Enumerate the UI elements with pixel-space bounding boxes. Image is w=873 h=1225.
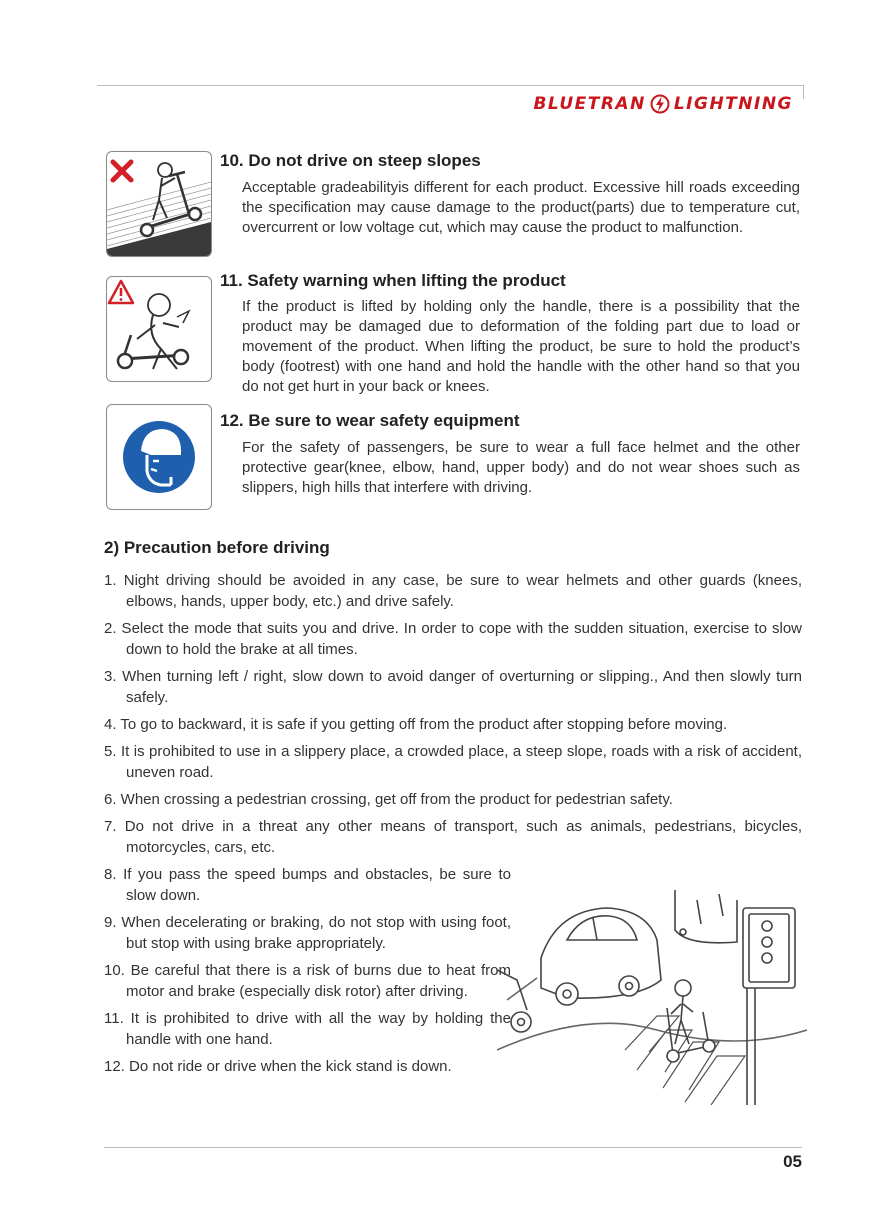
steep-slope-illustration [106, 151, 212, 257]
header-rule-tick [803, 85, 804, 99]
prohibited-slope-icon [107, 152, 211, 256]
header-rule [97, 85, 804, 86]
footer-rule [104, 1147, 802, 1148]
list-item: 10. Be careful that there is a risk of burns due to heat from motor and brake (especially disk rotor) after driving. [104, 962, 511, 1000]
list-item: 4. To go to backward, it is safe if you getting off from the product after stopping before moving. [104, 716, 728, 733]
list-item: 6. When crossing a pedestrian crossing, get off from the product for pedestrian safety. [104, 791, 673, 808]
lightning-bolt-icon [650, 94, 670, 114]
item-10-body: Acceptable gradeabilityis different for each product. Excessive hill roads exceeding the specification may cause damage to the product(parts) due to temperature cut, overcurrent or low voltage cut, which may cause the product to malfunction. [242, 179, 800, 236]
list-item: 5. It is prohibited to use in a slippery place, a crowded place, a steep slope, roads with a risk of accident, uneven road. [104, 743, 802, 781]
list-item: 7. Do not drive in a threat any other means of transport, such as animals, pedestrians, bicycles, motorcycles, cars, etc. [104, 818, 802, 856]
list-item: 12. Do not ride or drive when the kick stand is down. [104, 1058, 452, 1075]
brand-name-right: LIGHTNING [673, 94, 793, 114]
item-10-title: 10. Do not drive on steep slopes [220, 151, 481, 170]
warning-lifting-icon [107, 277, 211, 381]
item-12-title: 12. Be sure to wear safety equipment [220, 411, 520, 430]
street-scene-drawing [497, 880, 807, 1105]
page-number: 05 [783, 1152, 802, 1171]
brand-name-left: BLUETRAN [533, 94, 646, 114]
helmet-mandatory-icon [107, 405, 211, 509]
lifting-illustration [106, 276, 212, 382]
item-12-body: For the safety of passengers, be sure to wear a full face helmet and the other protective gear(knee, elbow, hand, upper body) and do not wear shoes such as slippers, high hills that interfere with driving. [242, 439, 800, 496]
item-11-body: If the product is lifted by holding only the handle, there is a possibility that the product may be damaged due to deformation of the folding part due to load or movement of the product. When lifting the product, be sure to hold the product’s body (footrest) with one hand and hold the handle with the other hand so that you do not get hurt in your back or knees. [242, 298, 800, 395]
list-item: 8. If you pass the speed bumps and obstacles, be sure to slow down. [104, 866, 511, 904]
brand-logo [533, 92, 793, 116]
section-heading: 2) Precaution before driving [104, 538, 330, 557]
list-item: 9. When decelerating or braking, do not stop with using foot, but stop with using brake appropriately. [104, 914, 511, 952]
list-item: 11. It is prohibited to drive with all the way by holding the handle with one hand. [104, 1010, 511, 1048]
helmet-illustration [106, 404, 212, 510]
item-11-title: 11. Safety warning when lifting the product [220, 271, 566, 290]
list-item: 3. When turning left / right, slow down to avoid danger of overturning or slipping., And then slowly turn safely. [104, 668, 802, 706]
list-item: 2. Select the mode that suits you and drive. In order to cope with the sudden situation, exercise to slow down to hold the brake at all times. [104, 620, 802, 658]
list-item: 1. Night driving should be avoided in any case, be sure to wear helmets and other guards (knees, elbows, hands, upper body, etc.) and drive safely. [104, 572, 802, 610]
street-crossing-illustration [497, 880, 807, 1105]
